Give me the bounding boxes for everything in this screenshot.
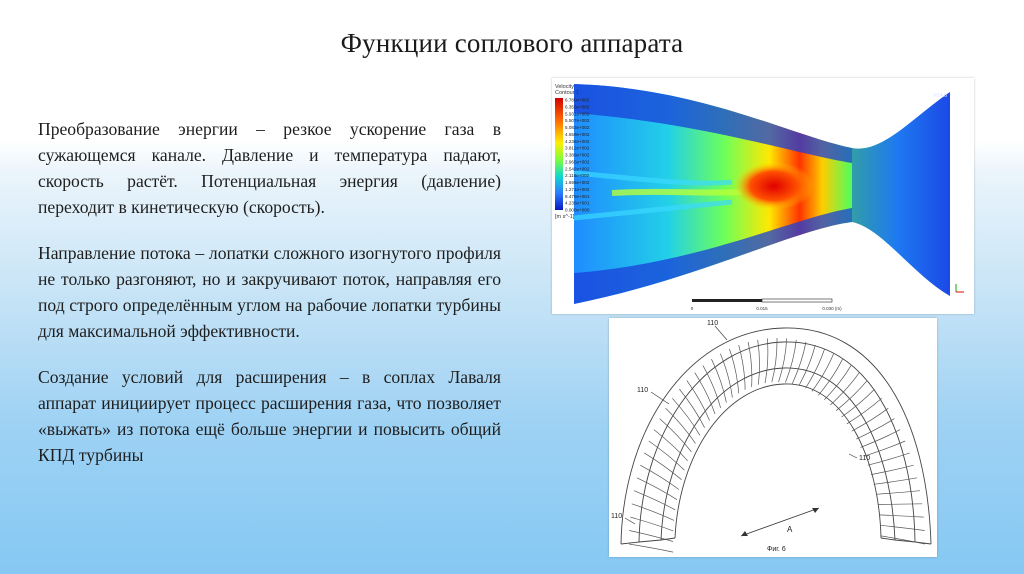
legend-value: 3.812e+002: [565, 145, 590, 151]
part-label-110-left: 110: [637, 387, 649, 394]
cfd-velocity-plot: [552, 78, 974, 314]
direction-label: A: [787, 525, 793, 534]
slide-title: Функции соплового аппарата: [340, 28, 684, 58]
legend-value: 5.931e+002: [565, 111, 590, 117]
figure-caption: Фиг. 6: [767, 546, 786, 553]
part-label-110-bottom: 110: [611, 513, 623, 520]
legend-value: 3.389e+002: [565, 152, 590, 158]
part-label-110-top: 110: [707, 320, 719, 327]
nozzle-ring-svg: [609, 318, 937, 557]
legend-value: 2.965e+002: [565, 159, 590, 165]
legend-unit: [m s^-1]: [555, 214, 575, 220]
legend-value: 4.238e+001: [565, 200, 590, 206]
scale-label-1: 0.015: [756, 306, 768, 311]
legend-value: 6.780e+002: [565, 97, 590, 103]
cfd-velocity-image: [552, 78, 974, 314]
legend-title-2: Contour 1: [555, 90, 580, 96]
legend-value: 5.507e+002: [565, 118, 590, 124]
ansys-logo: ANSYS: [922, 85, 947, 92]
nozzle-ring-drawing: [609, 318, 937, 557]
legend-value: 8.475e+001: [565, 193, 590, 199]
legend-color-bar: [555, 98, 563, 210]
part-label-110-right: 110: [859, 455, 871, 462]
legend-value: 2.118e+002: [565, 173, 590, 179]
legend-value: 6.355e+002: [565, 104, 590, 110]
legend-value: 4.659e+002: [565, 131, 590, 137]
scale-label-2: 0.030 (m): [822, 306, 842, 311]
ansys-version: R14.5: [933, 93, 947, 99]
scale-label-0: 0: [690, 306, 694, 311]
legend-value: 0.000e+000: [565, 207, 590, 213]
legend-title-1: Velocity: [555, 84, 574, 90]
paragraph-expansion: Создание условий для расширения – в соплах Лаваля аппарат инициирует процесс расширения газа, что позволяет «выжать» из потока ещё больше энергии и повысить общий КПД турбины: [38, 367, 501, 465]
legend-value: 1.695e+002: [565, 180, 590, 185]
legend-value: 4.236e+002: [565, 138, 590, 144]
paragraph-flow-direction: Направление потока – лопатки сложного изогнутого профиля не только разгоняют, но и закручивают поток, направляя его под строго определённым углом на рабочие лопатки турбины для максимальной эффективности.: [38, 243, 501, 341]
legend-value: 2.542e+002: [565, 166, 590, 172]
body-text: [38, 116, 501, 488]
paragraph-energy-conversion: Преобразование энергии – резкое ускорение газа в сужающемся канале. Давление и температура падают, скорость растёт. Потенциальная энергия (давление) переходит в кинетическую (скорость).: [38, 119, 501, 217]
legend-value: 1.271e+002: [565, 186, 590, 192]
legend-value: 5.083e+002: [565, 125, 590, 130]
